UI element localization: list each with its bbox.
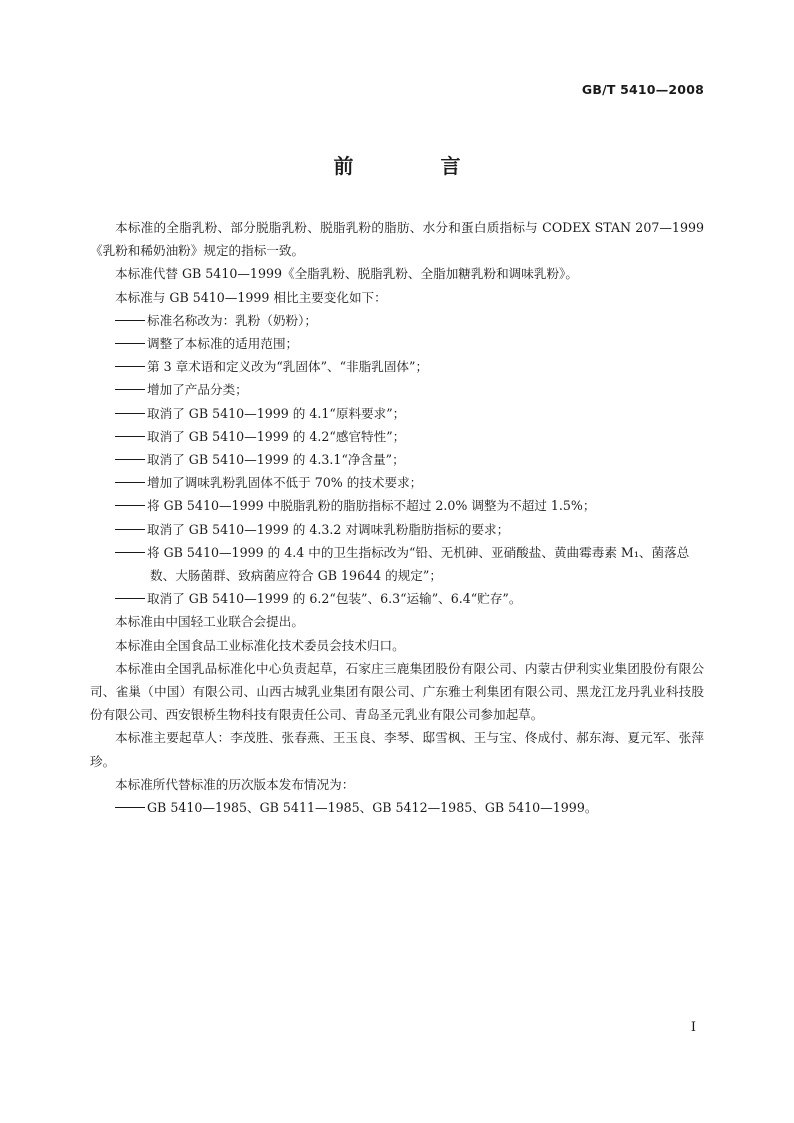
list-item: [90, 796, 704, 819]
paragraph-text: 本标准与 GB 5410—1999 相比主要变化如下：: [115, 289, 387, 305]
paragraph-text: 取消了 GB 5410—1999 的 6.2“包装”、6.3“运输”、6.4“贮存”。: [147, 591, 522, 607]
dash-marker: [115, 366, 145, 367]
page-title: 前 言: [333, 154, 501, 178]
list-item: [90, 587, 704, 610]
document-body: [90, 216, 704, 819]
list-item: [90, 332, 704, 355]
list-item: [90, 378, 704, 401]
list-item: [90, 471, 704, 494]
paragraph: [90, 657, 704, 727]
paragraph: [90, 262, 704, 285]
dash-marker: [115, 436, 145, 437]
dash-marker: [115, 320, 145, 321]
paragraph-text: 本标准由全国乳品标准化中心负责起草，石家庄三鹿集团股份有限公司、内蒙古伊利实业集团股份有限公司、雀巢（中国）有限公司、山西古城乳业集团有限公司、广东雅士利集团有限公司、黑龙江龙丹乳业科技股份有限公司、西安银桥生物科技有限责任公司、青岛圣元乳业有限公司参加起草。: [90, 660, 704, 723]
standard-code: GB/T 5410—2008: [581, 82, 704, 97]
paragraph-text: 本标准的全脂乳粉、部分脱脂乳粉、脱脂乳粉的脂肪、水分和蛋白质指标与 CODEX STAN 207—1999《乳粉和稀奶油粉》规定的指标一致。: [90, 220, 704, 259]
list-item: [90, 518, 704, 541]
paragraph-text: 增加了调味乳粉乳固体不低于 70% 的技术要求；: [147, 475, 423, 491]
dash-marker: [115, 598, 145, 599]
paragraph: [90, 773, 704, 796]
dash-marker: [115, 529, 145, 530]
paragraph-text: 本标准代替 GB 5410—1999《全脂乳粉、脱脂乳粉、全脂加糖乳粉和调味乳粉》。: [115, 266, 578, 282]
dash-marker: [115, 413, 145, 414]
dash-marker: [115, 459, 145, 460]
paragraph: [90, 216, 704, 262]
dash-marker: [115, 505, 145, 506]
paragraph: [90, 634, 704, 657]
paragraph-text: 本标准由全国食品工业标准化技术委员会技术归口。: [115, 637, 405, 653]
paragraph-text: 本标准由中国轻工业联合会提出。: [115, 614, 304, 630]
list-item: [90, 355, 704, 378]
paragraph-text: 数、大肠菌群、致病菌应符合 GB 19644 的规定”；: [150, 568, 442, 584]
list-item: [90, 402, 704, 425]
paragraph-text: 本标准所代替标准的历次版本发布情况为：: [115, 776, 355, 792]
dash-marker: [115, 552, 145, 553]
paragraph: [90, 286, 704, 309]
dash-marker: [115, 807, 145, 808]
paragraph-text: 将 GB 5410—1999 中脱脂乳粉的脂肪指标不超过 2.0% 调整为不超过 1.5%；: [147, 498, 596, 514]
paragraph: [90, 726, 704, 772]
dash-marker: [115, 389, 145, 390]
list-item: [90, 425, 704, 448]
paragraph-text: 取消了 GB 5410—1999 的 4.2“感官特性”；: [147, 428, 406, 444]
paragraph-text: 标准名称改为：乳粉（奶粉）；: [147, 312, 318, 328]
page-number: I: [690, 1020, 696, 1035]
list-item: [90, 494, 704, 517]
paragraph-text: 调整了本标准的适用范围；: [147, 336, 299, 352]
paragraph-text: 取消了 GB 5410—1999 的 4.1“原料要求”；: [147, 405, 406, 421]
paragraph-text: 将 GB 5410—1999 的 4.4 中的卫生指标改为“铅、无机砷、亚硝酸盐、黄曲霉毒素 M₁、菌落总: [147, 544, 690, 560]
dash-marker: [115, 482, 145, 483]
paragraph-text: 取消了 GB 5410—1999 的 4.3.1“净含量”；: [147, 452, 405, 468]
paragraph-text: 增加了产品分类；: [147, 382, 248, 398]
paragraph-text: GB 5410—1985、GB 5411—1985、GB 5412—1985、GB 5410—1999。: [147, 800, 598, 816]
paragraph: [90, 610, 704, 633]
list-item: [90, 564, 704, 587]
dash-marker: [115, 343, 145, 344]
paragraph-text: 取消了 GB 5410—1999 的 4.3.2 对调味乳粉脂肪指标的要求；: [147, 521, 510, 537]
list-item: [90, 448, 704, 471]
list-item: [90, 541, 704, 564]
paragraph-text: 第 3 章术语和定义改为“乳固体”、“非脂乳固体”；: [147, 359, 429, 375]
list-item: [90, 309, 704, 332]
paragraph-text: 本标准主要起草人：李茂胜、张春燕、王玉良、李琴、邸雪枫、王与宝、佟成付、郝东海、夏元军、张萍珍。: [90, 730, 704, 769]
